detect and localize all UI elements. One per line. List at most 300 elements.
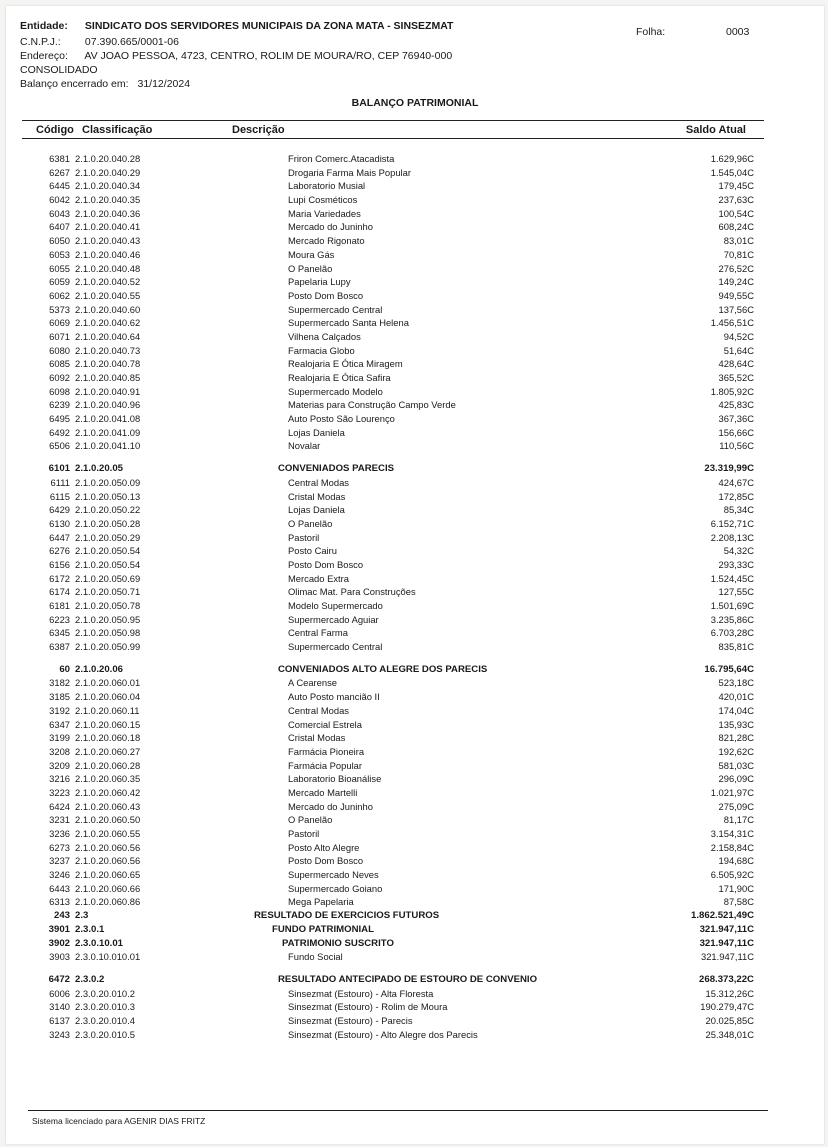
table-row-total (6, 909, 828, 923)
row-saldo: 1.524,45C (710, 572, 754, 584)
row-saldo: 321.947,11C (699, 923, 754, 935)
table-row-grp (6, 663, 828, 677)
row-descricao: CONVENIADOS PARECIS (278, 463, 395, 475)
row-classificacao: 2.3.0.10.01 (75, 937, 124, 949)
row-saldo: 174,04C (718, 704, 754, 716)
row-classificacao: 2.1.0.20.040.28 (75, 153, 141, 164)
table-row (6, 772, 828, 786)
row-classificacao: 2.1.0.20.040.34 (75, 180, 141, 192)
row-code: 6006 (49, 987, 70, 999)
entidade-line (20, 20, 453, 33)
row-classificacao: 2.1.0.20.060.11 (75, 704, 140, 716)
row-classificacao: 2.3.0.20.010.2 (75, 987, 135, 999)
row-descricao: O Panelão (288, 517, 333, 529)
row-code: 3237 (49, 855, 70, 867)
row-saldo: 2.158,84C (710, 841, 754, 853)
row-classificacao: 2.1.0.20.040.52 (75, 276, 141, 288)
row-saldo: 6.703,28C (710, 627, 754, 639)
row-classificacao: 2.1.0.20.060.43 (75, 800, 141, 812)
row-classificacao: 2.1.0.20.040.36 (75, 207, 141, 219)
row-code: 3236 (49, 828, 70, 839)
row-descricao: O Panelão (288, 814, 333, 826)
balanco-label: Balanço encerrado em: (20, 78, 129, 90)
row-descricao: Mercado Martelli (288, 786, 358, 798)
row-classificacao: 2.1.0.20.040.62 (75, 317, 141, 329)
table-row (6, 759, 828, 773)
row-classificacao: 2.1.0.20.041.10 (75, 440, 141, 452)
row-classificacao: 2.3.0.20.010.5 (75, 1028, 135, 1040)
row-descricao: Olimac Mat. Para Construções (288, 586, 416, 598)
row-descricao: Mercado do Juninho (288, 221, 373, 233)
row-descricao: Maria Variedades (288, 207, 361, 219)
row-classificacao: 2.1.0.20.040.96 (75, 399, 141, 411)
row-classificacao: 2.1.0.20.050.98 (75, 627, 141, 639)
col-codigo: Código (36, 124, 74, 136)
row-saldo: 81,17C (723, 814, 754, 826)
table-row (6, 220, 828, 234)
row-descricao: Farmácia Popular (288, 759, 362, 771)
row-code: 3182 (49, 677, 70, 689)
row-saldo: 1.805,92C (710, 385, 754, 397)
row-code: 6443 (49, 882, 70, 894)
row-saldo: 275,09C (718, 800, 754, 812)
row-code: 3231 (49, 814, 70, 826)
table-row (6, 248, 828, 262)
table-row (6, 344, 828, 358)
table-row (6, 330, 828, 344)
row-saldo: 6.152,71C (710, 517, 754, 529)
row-code: 5373 (49, 303, 70, 315)
row-classificacao: 2.1.0.20.040.48 (75, 262, 141, 274)
table-row (6, 503, 828, 517)
row-classificacao: 2.3.0.20.010.4 (75, 1014, 135, 1026)
table-row (6, 676, 828, 690)
row-code: 3223 (49, 786, 70, 798)
row-saldo: 608,24C (718, 221, 754, 233)
table-row (6, 357, 828, 371)
row-code: 3192 (49, 704, 70, 716)
row-descricao: Sinsezmat (Estouro) - Alto Alegre dos Parecis (288, 1028, 478, 1040)
table-row (6, 476, 828, 490)
table-row (6, 868, 828, 882)
row-classificacao: 2.1.0.20.060.65 (75, 869, 141, 881)
row-descricao: Posto Cairu (288, 545, 337, 557)
row-descricao: Central Modas (288, 704, 349, 716)
row-saldo: 321.947,11C (699, 937, 754, 949)
row-classificacao: 2.1.0.20.050.29 (75, 531, 141, 543)
row-descricao: FUNDO PATRIMONIAL (272, 923, 374, 935)
balanco-date: 31/12/2024 (137, 78, 191, 90)
table-row (6, 371, 828, 385)
table-row (6, 599, 828, 613)
row-classificacao: 2.1.0.20.060.66 (75, 882, 141, 894)
endereco-label: Endereço: (20, 50, 68, 62)
row-saldo: 70,81C (723, 248, 754, 260)
row-code: 6080 (49, 344, 70, 356)
table-row (6, 558, 828, 572)
row-classificacao: 2.1.0.20.041.09 (75, 426, 141, 438)
row-descricao: Realojaria E Ótica Miragem (288, 358, 403, 370)
row-saldo: 110,56C (719, 440, 754, 452)
table-row (6, 193, 828, 207)
table-row (6, 166, 828, 180)
row-saldo: 6.505,92C (710, 869, 754, 881)
row-code: 6273 (49, 841, 70, 853)
row-classificacao: 2.1.0.20.060.18 (75, 732, 141, 744)
row-saldo: 1.456,51C (710, 317, 754, 329)
header-rule-top (22, 120, 764, 121)
row-classificacao: 2.1.0.20.060.56 (75, 841, 141, 853)
report-title: BALANÇO PATRIMONIAL (351, 97, 479, 109)
row-classificacao: 2.1.0.20.050.28 (75, 517, 141, 529)
row-descricao: Lojas Daniela (288, 504, 345, 516)
table-row (6, 398, 828, 412)
row-saldo: 156,66C (718, 426, 754, 438)
row-saldo: 1.501,69C (710, 600, 754, 611)
col-descricao: Descrição (232, 124, 285, 136)
row-code: 6042 (49, 194, 70, 206)
row-descricao: Central Farma (288, 627, 348, 639)
row-descricao: Supermercado Goiano (288, 882, 383, 894)
row-code: 6156 (49, 558, 70, 570)
table-row (6, 640, 828, 654)
row-classificacao: 2.3.0.2 (75, 973, 105, 985)
table-row-grp (6, 973, 828, 987)
table-row (6, 1014, 828, 1028)
table-row-fund2 (6, 937, 828, 951)
cnpj-value: 07.390.665/0001-06 (84, 36, 179, 48)
row-code: 6495 (49, 413, 70, 425)
row-saldo: 428,64C (718, 358, 754, 370)
row-saldo: 190.279,47C (700, 1001, 754, 1013)
row-code: 6447 (49, 531, 70, 543)
row-saldo: 367,36C (718, 413, 754, 425)
row-classificacao: 2.1.0.20.06 (75, 663, 124, 675)
table-row (6, 800, 828, 814)
row-code: 3902 (48, 937, 70, 949)
row-classificacao: 2.1.0.20.060.56 (75, 855, 141, 867)
row-classificacao: 2.1.0.20.060.55 (75, 828, 141, 839)
row-code: 6345 (49, 627, 70, 639)
row-code: 6429 (49, 504, 70, 516)
row-code: 6098 (49, 385, 70, 397)
row-saldo: 171,90C (718, 882, 754, 894)
row-saldo: 1.862.521,49C (691, 910, 754, 922)
row-descricao: Farmácia Pioneira (288, 745, 365, 757)
row-saldo: 3.154,31C (710, 828, 754, 839)
row-code: 6181 (49, 600, 70, 611)
row-descricao: A Cearense (288, 677, 337, 689)
row-code: 3901 (48, 923, 70, 935)
row-classificacao: 2.1.0.20.040.85 (75, 372, 141, 383)
footer-rule (28, 1110, 768, 1111)
table-row (6, 841, 828, 855)
row-descricao: O Panelão (288, 262, 333, 274)
row-code: 3140 (49, 1001, 70, 1013)
row-descricao: Central Modas (288, 476, 349, 488)
row-classificacao: 2.1.0.20.041.08 (75, 413, 141, 425)
row-classificacao: 2.1.0.20.060.50 (75, 814, 141, 826)
row-classificacao: 2.1.0.20.05 (75, 463, 124, 475)
row-code: 6424 (49, 800, 70, 812)
row-code: 6445 (49, 180, 70, 192)
row-code: 243 (53, 910, 70, 922)
row-classificacao: 2.1.0.20.040.29 (75, 166, 141, 178)
row-code: 6053 (49, 248, 70, 260)
table-row (6, 704, 828, 718)
row-code: 3199 (49, 732, 70, 744)
row-classificacao: 2.1.0.20.050.69 (75, 572, 141, 584)
row-code: 3208 (49, 745, 70, 757)
row-classificacao: 2.1.0.20.040.78 (75, 358, 141, 370)
row-classificacao: 2.3.0.1 (75, 923, 105, 935)
row-descricao: Lojas Daniela (288, 426, 345, 438)
folha-label: Folha: (636, 26, 666, 38)
row-saldo: 20.025,85C (705, 1014, 754, 1026)
row-descricao: Vilhena Calçados (288, 330, 361, 342)
row-code: 6085 (49, 358, 70, 370)
row-saldo: 2.208,13C (710, 531, 754, 543)
row-saldo: 85,34C (723, 504, 754, 516)
table-row (6, 718, 828, 732)
cnpj-label: C.N.P.J.: (20, 36, 61, 48)
row-descricao: Mega Papelaria (288, 896, 354, 908)
report-page (6, 6, 824, 1144)
row-descricao: Posto Dom Bosco (288, 289, 364, 301)
row-descricao: Supermercado Santa Helena (288, 317, 409, 329)
row-classificacao: 2.1.0.20.050.54 (75, 558, 141, 570)
table-row (6, 895, 828, 909)
row-saldo: 54,32C (723, 545, 754, 557)
row-classificacao: 2.1.0.20.040.73 (75, 344, 141, 356)
header-rule-bottom (22, 138, 764, 139)
cnpj-line (20, 36, 179, 49)
table-row (6, 275, 828, 289)
row-saldo: 276,52C (718, 262, 754, 274)
row-descricao: Pastoril (288, 828, 320, 839)
row-code: 6347 (49, 718, 70, 730)
row-classificacao: 2.1.0.20.050.95 (75, 613, 141, 625)
row-descricao: Drogaria Farma Mais Popular (288, 166, 411, 178)
table-row (6, 490, 828, 504)
row-descricao: PATRIMONIO SUSCRITO (282, 937, 394, 949)
row-classificacao: 2.1.0.20.060.28 (75, 759, 141, 771)
row-descricao: Sinsezmat (Estouro) - Rolim de Moura (288, 1001, 448, 1013)
row-descricao: Auto Posto mancião II (288, 691, 380, 703)
row-classificacao: 2.1.0.20.040.46 (75, 248, 141, 260)
table-row (6, 827, 828, 841)
row-descricao: Pastoril (288, 531, 320, 543)
row-code: 6223 (49, 613, 70, 625)
table-row (6, 179, 828, 193)
row-saldo: 25.348,01C (705, 1028, 754, 1040)
row-saldo: 51,64C (723, 344, 754, 356)
row-classificacao: 2.1.0.20.060.42 (75, 786, 141, 798)
row-descricao: Papelaria Lupy (288, 276, 351, 288)
row-saldo: 194,68C (718, 855, 754, 867)
row-code: 3246 (49, 869, 70, 881)
row-descricao: Moura Gás (288, 248, 335, 260)
row-code: 6071 (49, 330, 70, 342)
row-saldo: 581,03C (718, 759, 754, 771)
row-descricao: Sinsezmat (Estouro) - Alta Floresta (288, 987, 434, 999)
row-code: 6174 (49, 586, 70, 598)
table-row (6, 544, 828, 558)
row-code: 3209 (49, 759, 70, 771)
row-saldo: 137,56C (718, 303, 754, 315)
row-saldo: 149,24C (718, 276, 754, 288)
entidade-label: Entidade: (20, 20, 68, 32)
row-saldo: 87,58C (723, 896, 754, 908)
balance-table (6, 152, 828, 1041)
row-saldo: 15.312,26C (705, 987, 754, 999)
row-code: 6055 (49, 262, 70, 274)
row-descricao: Modelo Supermercado (288, 600, 383, 611)
table-row (6, 786, 828, 800)
row-descricao: Supermercado Aguiar (288, 613, 379, 625)
table-row (6, 262, 828, 276)
table-row (6, 882, 828, 896)
row-classificacao: 2.1.0.20.040.55 (75, 289, 141, 301)
footer-license: Sistema licenciado para AGENIR DIAS FRITZ (32, 1116, 206, 1126)
row-code: 6092 (49, 372, 70, 383)
row-descricao: Cristal Modas (288, 732, 346, 744)
row-code: 6172 (49, 572, 70, 584)
row-classificacao: 2.1.0.20.050.54 (75, 545, 141, 557)
row-saldo: 172,85C (718, 490, 754, 502)
row-descricao: Laboratorio Musial (288, 180, 366, 192)
row-classificacao: 2.1.0.20.060.35 (75, 773, 141, 785)
row-saldo: 949,55C (718, 289, 754, 301)
row-code: 6387 (49, 641, 70, 653)
table-row (6, 950, 828, 964)
row-saldo: 3.235,86C (710, 613, 754, 625)
row-code: 6059 (49, 276, 70, 288)
endereco-line (20, 50, 452, 63)
table-row (6, 289, 828, 303)
row-descricao: Novalar (288, 440, 321, 452)
row-code: 3243 (49, 1028, 70, 1040)
row-classificacao: 2.3.0.10.010.01 (75, 951, 141, 963)
table-row (6, 731, 828, 745)
row-descricao: Fundo Social (288, 951, 343, 963)
row-classificacao: 2.3.0.20.010.3 (75, 1001, 135, 1013)
row-saldo: 1.545,04C (710, 166, 754, 178)
row-saldo: 523,18C (718, 677, 754, 689)
table-row (6, 1000, 828, 1014)
row-saldo: 425,83C (718, 399, 754, 411)
row-saldo: 100,54C (718, 207, 754, 219)
row-saldo: 821,28C (718, 732, 754, 744)
row-code: 6069 (49, 317, 70, 329)
row-descricao: CONVENIADOS ALTO ALEGRE DOS PARECIS (278, 663, 488, 675)
table-row-grp (6, 462, 828, 476)
row-code: 6472 (48, 973, 70, 985)
consolidado-line: CONSOLIDADO (20, 64, 98, 76)
row-code: 6043 (49, 207, 70, 219)
row-descricao: Laboratorio Bioanálise (288, 773, 382, 785)
table-row (6, 385, 828, 399)
row-saldo: 83,01C (723, 235, 754, 247)
table-row (6, 626, 828, 640)
row-saldo: 321.947,11C (701, 951, 754, 963)
row-code: 6050 (49, 235, 70, 247)
col-classificacao: Classificação (82, 124, 153, 136)
row-saldo: 192,62C (718, 745, 754, 757)
row-classificacao: 2.1.0.20.060.04 (75, 691, 141, 703)
row-code: 6407 (49, 221, 70, 233)
row-descricao: Realojaria E Ótica Safira (288, 372, 391, 383)
row-classificacao: 2.1.0.20.060.27 (75, 745, 141, 757)
row-classificacao: 2.1.0.20.050.09 (75, 476, 141, 488)
table-row (6, 690, 828, 704)
row-classificacao: 2.1.0.20.040.64 (75, 330, 141, 342)
row-saldo: 237,63C (718, 194, 754, 206)
row-code: 6101 (48, 463, 70, 475)
row-descricao: RESULTADO DE EXERCICIOS FUTUROS (254, 910, 440, 922)
row-descricao: RESULTADO ANTECIPADO DE ESTOURO DE CONVENIO (278, 973, 538, 985)
table-row (6, 987, 828, 1001)
col-saldo: Saldo Atual (685, 124, 746, 136)
row-saldo: 179,45C (718, 180, 754, 192)
entidade-value: SINDICATO DOS SERVIDORES MUNICIPAIS DA ZONA MATA - SINSEZMAT (84, 20, 454, 32)
row-descricao: Supermercado Neves (288, 869, 379, 881)
row-descricao: Mercado Rigonato (288, 235, 365, 247)
row-classificacao: 2.1.0.20.060.15 (75, 718, 141, 730)
row-saldo: 296,09C (718, 773, 754, 785)
row-saldo: 23.319,99C (704, 463, 754, 475)
row-code: 6111 (50, 476, 70, 488)
row-saldo: 1.629,96C (710, 153, 754, 164)
row-descricao: Posto Dom Bosco (288, 558, 364, 570)
balanco-line (20, 78, 190, 91)
row-code: 6313 (49, 896, 70, 908)
table-row (6, 234, 828, 248)
table-row (6, 613, 828, 627)
row-classificacao: 2.1.0.20.040.41 (75, 221, 141, 233)
row-code: 6276 (49, 545, 70, 557)
row-descricao: Lupi Cosméticos (288, 194, 358, 206)
table-row (6, 152, 828, 166)
row-saldo: 135,93C (718, 718, 754, 730)
row-code: 3903 (49, 951, 70, 963)
row-code: 6239 (49, 399, 70, 411)
row-classificacao: 2.1.0.20.050.78 (75, 600, 141, 611)
row-descricao: Farmacia Globo (288, 344, 355, 356)
row-saldo: 365,52C (718, 372, 754, 383)
row-descricao: Cristal Modas (288, 490, 346, 502)
table-row (6, 745, 828, 759)
table-row (6, 1028, 828, 1042)
row-code: 6267 (49, 166, 70, 178)
table-row (6, 439, 828, 453)
row-descricao: Supermercado Central (288, 303, 383, 315)
row-code: 6506 (49, 440, 70, 452)
row-code: 3216 (49, 773, 70, 785)
row-code: 60 (59, 663, 70, 675)
row-descricao: Posto Dom Bosco (288, 855, 364, 867)
row-code: 6492 (49, 426, 70, 438)
row-descricao: Supermercado Modelo (288, 385, 383, 397)
row-saldo: 424,67C (718, 476, 754, 488)
table-row (6, 572, 828, 586)
row-saldo: 94,52C (723, 330, 754, 342)
row-saldo: 268.373,22C (699, 973, 754, 985)
row-descricao: Auto Posto São Lourenço (288, 413, 395, 425)
table-row (6, 316, 828, 330)
row-descricao: Mercado do Juninho (288, 800, 373, 812)
table-row (6, 813, 828, 827)
